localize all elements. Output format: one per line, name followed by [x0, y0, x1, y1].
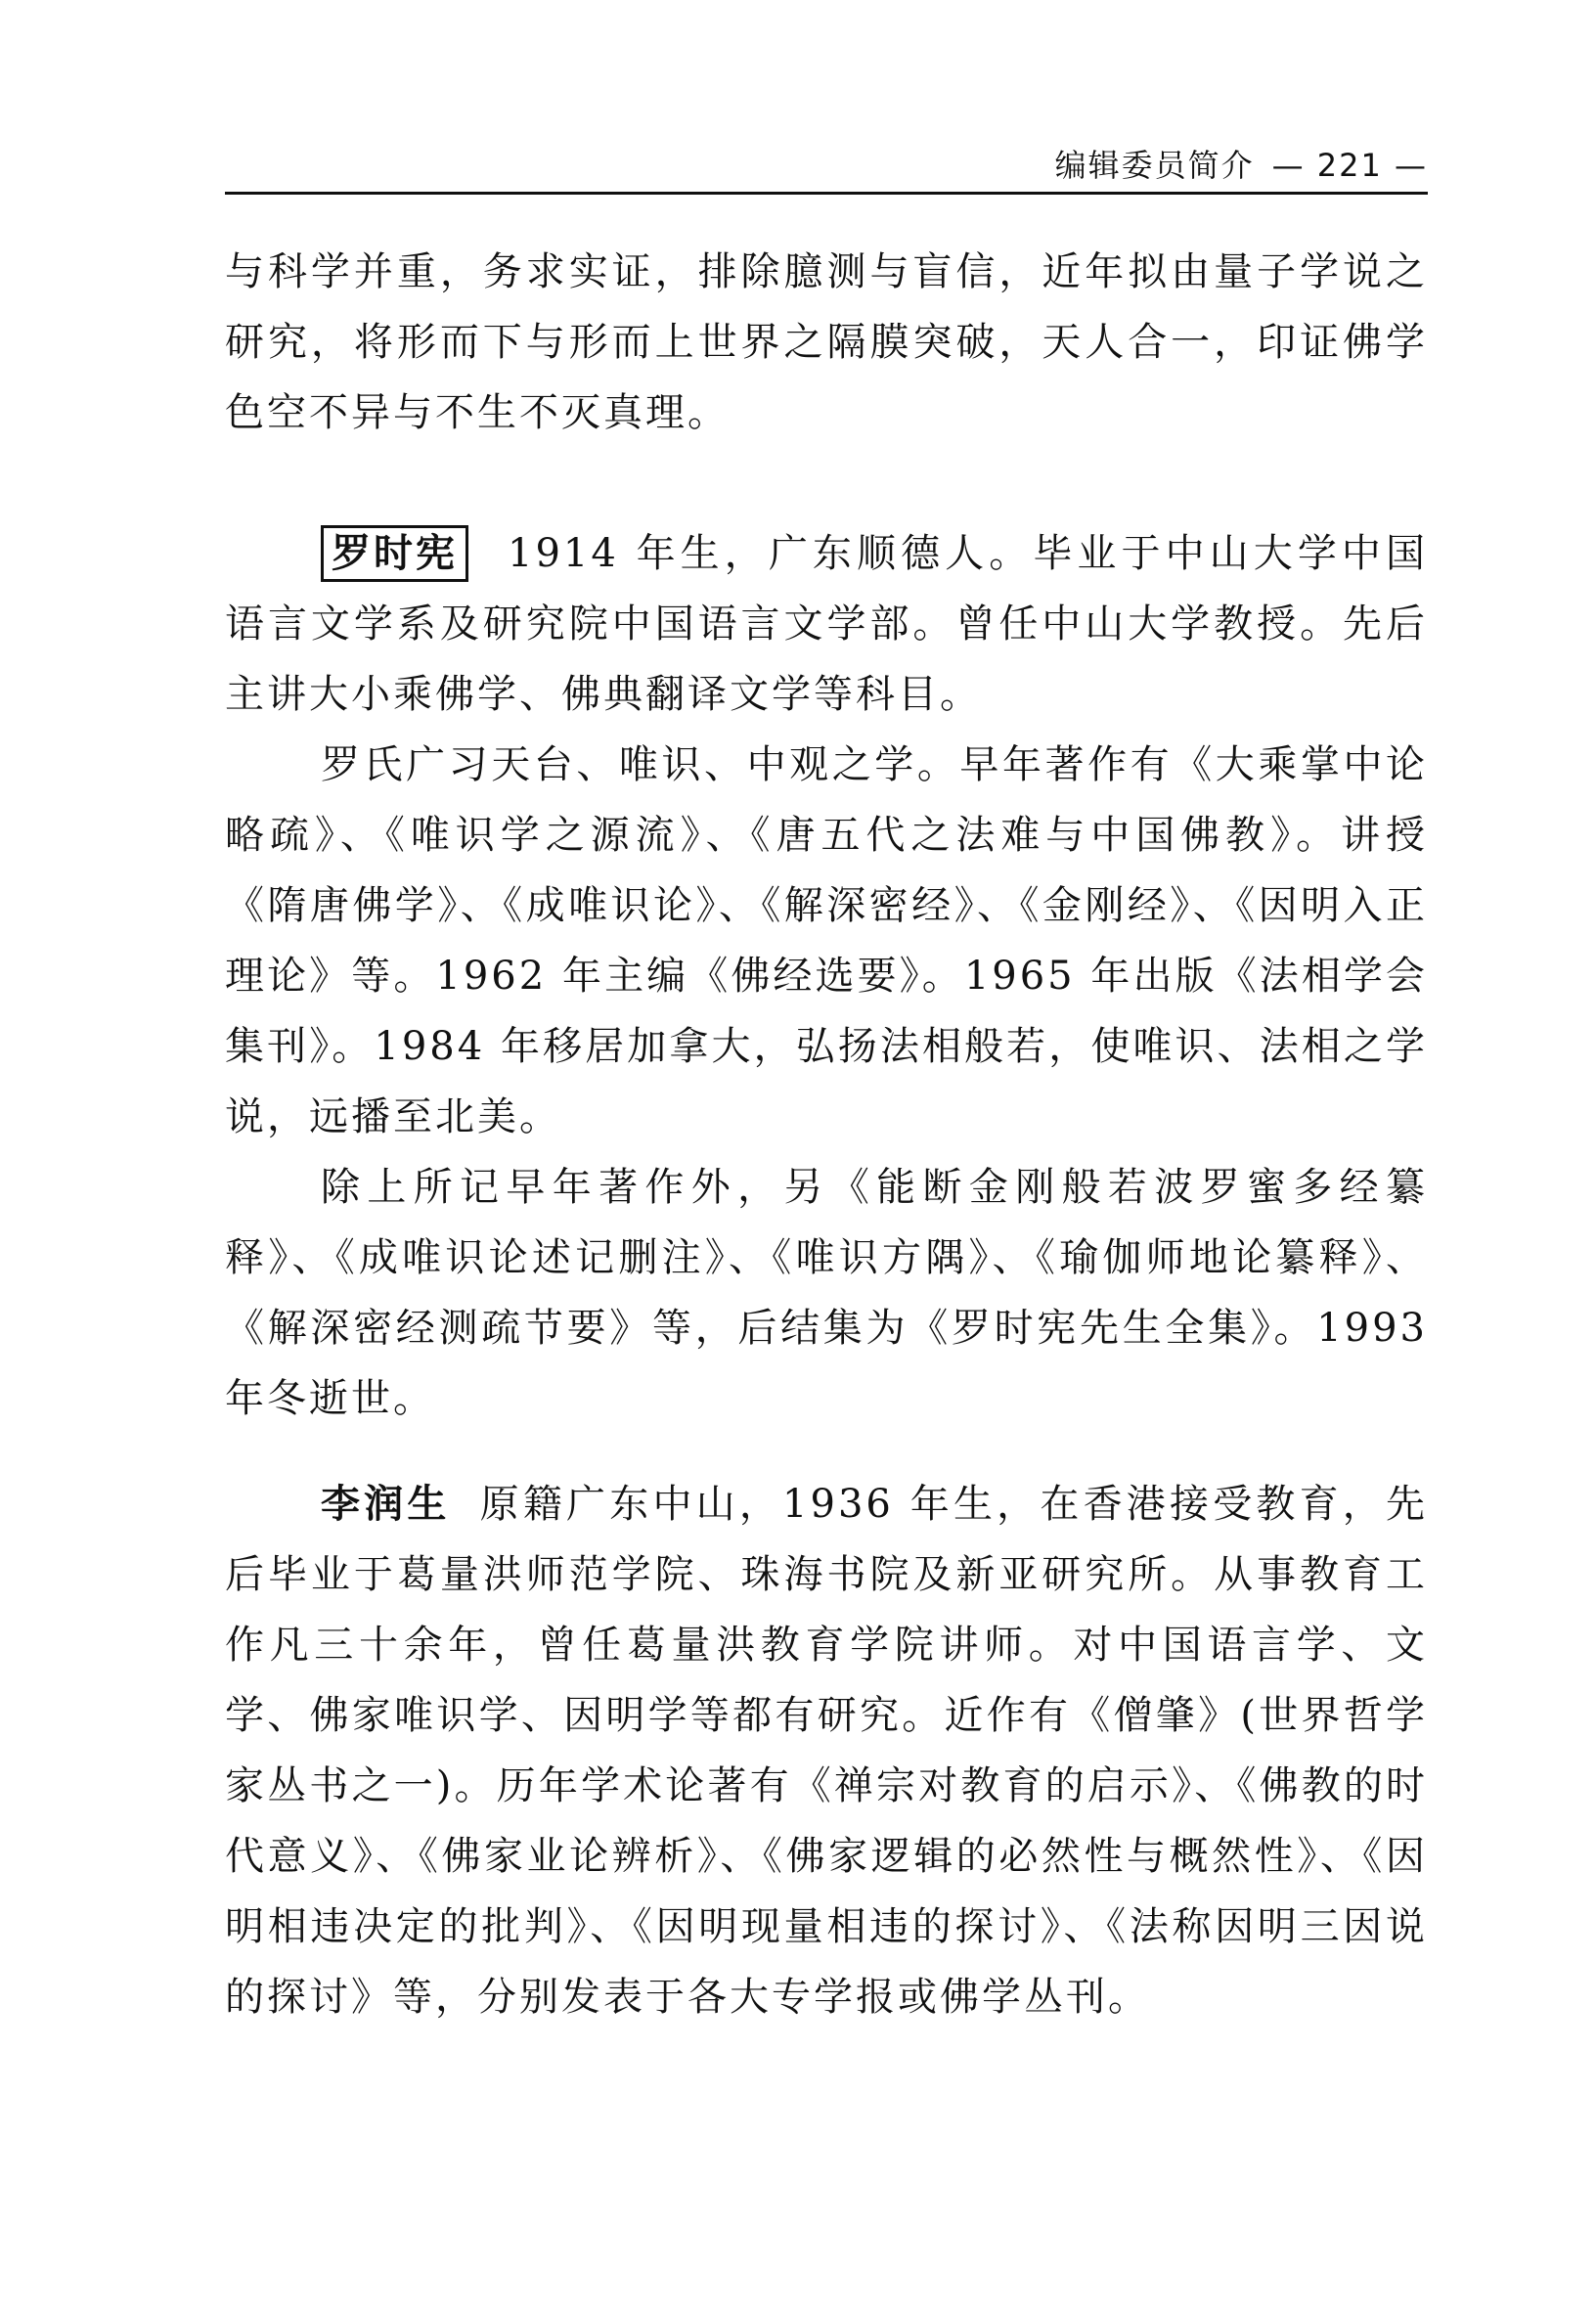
- continuation-block: [225, 237, 1428, 448]
- entry-name-li: 李润生: [321, 1482, 451, 1527]
- entry-luo-intro: [225, 518, 1428, 730]
- page-number: — 221 —: [1271, 147, 1428, 184]
- continuation-paragraph: 与科学并重，务求实证，排除臆测与盲信，近年拟由量子学说之研究，将形而下与形而上世界之隔膜突破，天人合一，印证佛学色空不异与不生不灭真理。: [225, 249, 1428, 435]
- entry-luo-paragraph-2: 罗氏广习天台、唯识、中观之学。早年著作有《大乘掌中论略疏》、《唯识学之源流》、《唐五代之法难与中国佛教》。讲授《隋唐佛学》、《成唯识论》、《解深密经》、《金刚经》、《因明入正理论》等。1962 年主编《佛经选要》。1965 年出版《法相学会集刊》。1984 年移居加拿大，弘扬法相般若，使唯识、法相之学说，远播至北美。: [225, 742, 1428, 1139]
- entry-luo-paragraph-3: 除上所记早年著作外，另《能断金刚般若波罗蜜多经纂释》、《成唯识论述记删注》、《唯识方隅》、《瑜伽师地论纂释》、《解深密经测疏节要》等，后结集为《罗时宪先生全集》。1993 年冬逝世。: [225, 1165, 1428, 1421]
- header-text: [1055, 141, 1428, 186]
- entry-luo-shixian: [225, 518, 1428, 1434]
- entry-luo-intro-text: 1914 年生，广东顺德人。毕业于中山大学中国语言文学系及研究院中国语言文学部。曾任中山大学教授。先后主讲大小乘佛学、佛典翻译文学等科目。: [225, 531, 1428, 717]
- entry-li-text: 原籍广东中山，1936 年生，在香港接受教育，先后毕业于葛量洪师范学院、珠海书院及新亚研究所。从事教育工作凡三十余年，曾任葛量洪教育学院讲师。对中国语言学、文学、佛家唯识学、因明学等都有研究。近作有《僧肇》(世界哲学家丛书之一)。历年学术论著有《禅宗对教育的启示》、《佛教的时代意义》、《佛家业论辨析》、《佛家逻辑的必然性与概然性》、《因明相违决定的批判》、《因明现量相违的探讨》、《法称因明三因说的探讨》等，分别发表于各大专学报或佛学丛刊。: [225, 1482, 1429, 2020]
- entry-li-paragraph: [225, 1469, 1428, 2032]
- section-title: 编辑委员简介: [1054, 147, 1255, 184]
- running-header: [225, 135, 1428, 195]
- entry-li-runsheng: [225, 1469, 1428, 2032]
- entry-name-luo: 罗时宪: [321, 525, 468, 582]
